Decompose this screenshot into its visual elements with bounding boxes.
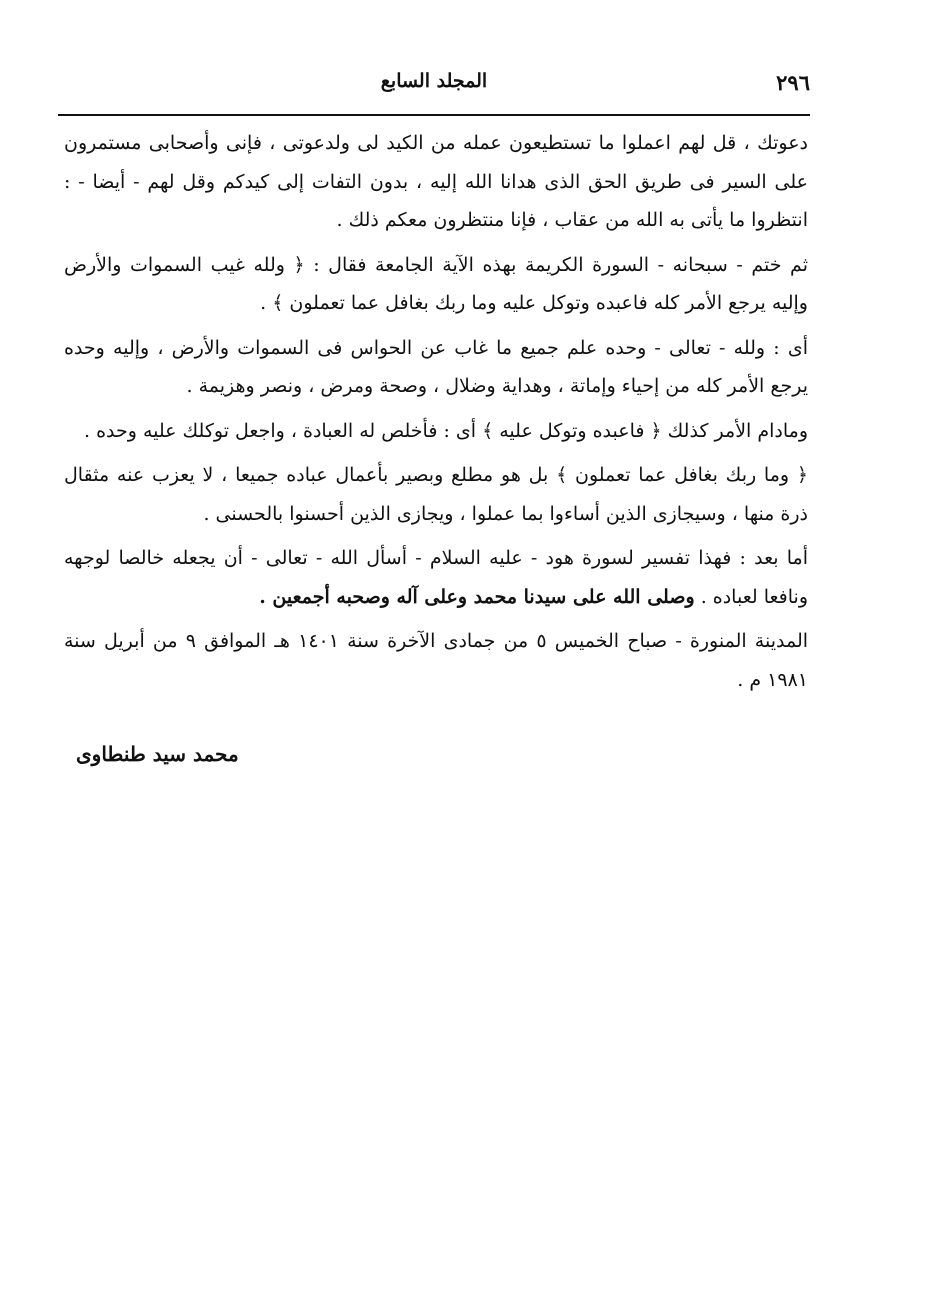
- body-text: [64, 124, 808, 705]
- author-signature: محمد سيد طنطاوى: [76, 742, 239, 766]
- dateline: المدينة المنورة - صباح الخميس ٥ من جمادى الآخرة سنة ١٤٠١ هـ الموافق ٩ من أبريل سنة ١٩٨١ م .: [64, 630, 809, 691]
- closing-text: أما بعد : فهذا تفسير لسورة هود - عليه السلام - أسأل الله - تعالى - أن يجعله خالصا لوجهه ونافعا لعباده .: [64, 547, 808, 608]
- page-number: ٢٩٦: [776, 70, 810, 95]
- paragraph: ﴿ وما ربك بغافل عما تعملون ﴾ بل هو مطلع وبصير بأعمال عباده جميعا ، لا يعزب عنه مثقال ذرة منها ، وسيجازى الذين أساءوا بما عملوا ، ويجازى الذين أحسنوا بالحسنى .: [64, 464, 808, 525]
- closing-paragraph: [64, 539, 808, 616]
- running-title: المجلد السابع: [380, 70, 488, 92]
- paragraph: أى : ولله - تعالى - وحده علم جميع ما غاب عن الحواس فى السموات والأرض ، وإليه وحده يرجع الأمر كله من إحياء وإماتة ، وهداية وضلال ، وصحة ومرض ، ونصر وهزيمة .: [64, 336, 808, 397]
- paragraph: ثم ختم - سبحانه - السورة الكريمة بهذه الآية الجامعة فقال : ﴿ ولله غيب السموات والأرض وإليه يرجع الأمر كله فاعبده وتوكل عليه وما ربك بغافل عما تعملون ﴾ .: [64, 253, 808, 314]
- header-rule: [58, 114, 810, 116]
- paragraph: دعوتك ، قل لهم اعملوا ما تستطيعون عمله من الكيد لى ولدعوتى ، فإنى وأصحابى مستمرون على السير فى طريق الحق الذى هدانا الله إليه ، بدون التفات إلى كيدكم وقل لهم - أيضا - : انتظروا ما يأتى به الله من عقاب ، فإنا منتظرون معكم ذلك .: [64, 132, 809, 231]
- page-header: [58, 66, 810, 110]
- paragraph: ومادام الأمر كذلك ﴿ فاعبده وتوكل عليه ﴾ أى : فأخلص له العبادة ، واجعل توكلك عليه وحده .: [83, 419, 808, 442]
- closing-prayer: وصلى الله على سيدنا محمد وعلى آله وصحبه أجمعين .: [259, 585, 695, 608]
